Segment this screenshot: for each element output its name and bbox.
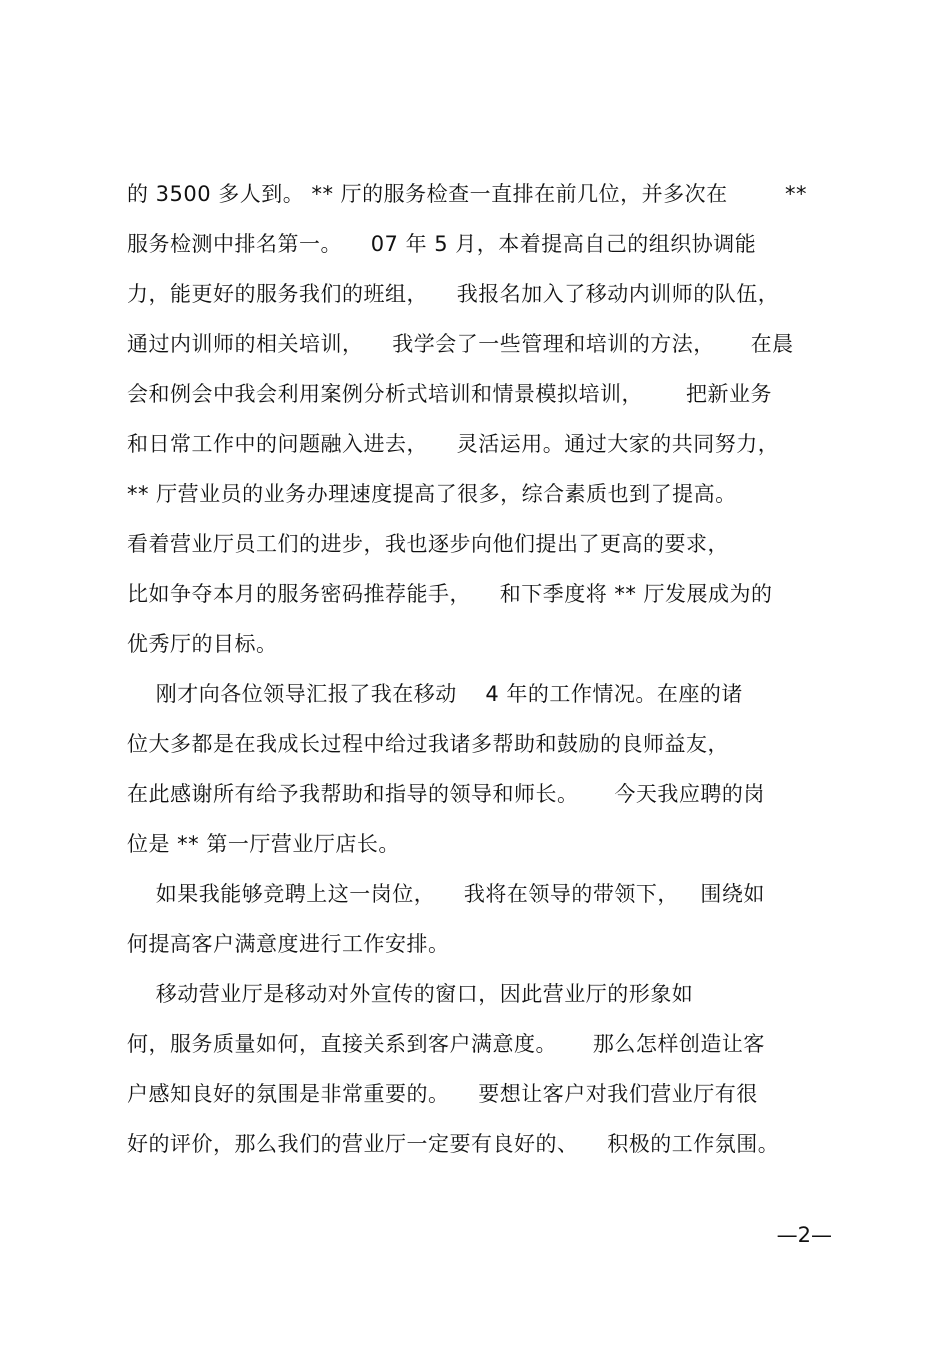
text-line: 位是 ** 第一厅营业厅店长。 [127,832,400,856]
text-line: 何，服务质量如何，直接关系到客户满意度。 那么怎样创造让客 [127,1032,765,1056]
text-line: 在此感谢所有给予我帮助和指导的领导和师长。 今天我应聘的岗 [127,782,765,806]
paragraph-start-line: 刚才向各位领导汇报了我在移动 4 年的工作情况。在座的诸 [127,682,743,706]
text-line: 户感知良好的氛围是非常重要的。 要想让客户对我们营业厅有很 [127,1082,758,1106]
page-number: —2— [776,1223,832,1247]
text-line: 优秀厅的目标。 [127,632,278,656]
text-line: 会和例会中我会利用案例分析式培训和情景模拟培训， 把新业务 [127,382,773,406]
paragraph-start-line: 移动营业厅是移动对外宣传的窗口，因此营业厅的形象如 [127,982,694,1006]
text-line: 服务检测中排名第一。 07 年 5 月，本着提高自己的组织协调能 [127,232,757,256]
text-line: 的 3500 多人到。 ** 厅的服务检查一直排在前几位，并多次在 ** [127,182,808,206]
text-line: 好的评价，那么我们的营业厅一定要有良好的、 积极的工作氛围。 [127,1132,780,1156]
text-line: 通过内训师的相关培训， 我学会了一些管理和培训的方法， 在晨 [127,332,794,356]
text-line: 和日常工作中的问题融入进去， 灵活运用。通过大家的共同努力， [127,432,780,456]
text-line: 位大多都是在我成长过程中给过我诸多帮助和鼓励的良师益友， [127,732,729,756]
text-line: 力，能更好的服务我们的班组， 我报名加入了移动内训师的队伍， [127,282,780,306]
text-line: ** 厅营业员的业务办理速度提高了很多，综合素质也到了提高。 [127,482,737,506]
text-line: 比如争夺本月的服务密码推荐能手， 和下季度将 ** 厅发展成为的 [127,582,773,606]
paragraph-start-line: 如果我能够竞聘上这一岗位， 我将在领导的带领下， 围绕如 [127,882,765,906]
text-line: 看着营业厅员工们的进步，我也逐步向他们提出了更高的要求， [127,532,729,556]
text-line: 何提高客户满意度进行工作安排。 [127,932,450,956]
